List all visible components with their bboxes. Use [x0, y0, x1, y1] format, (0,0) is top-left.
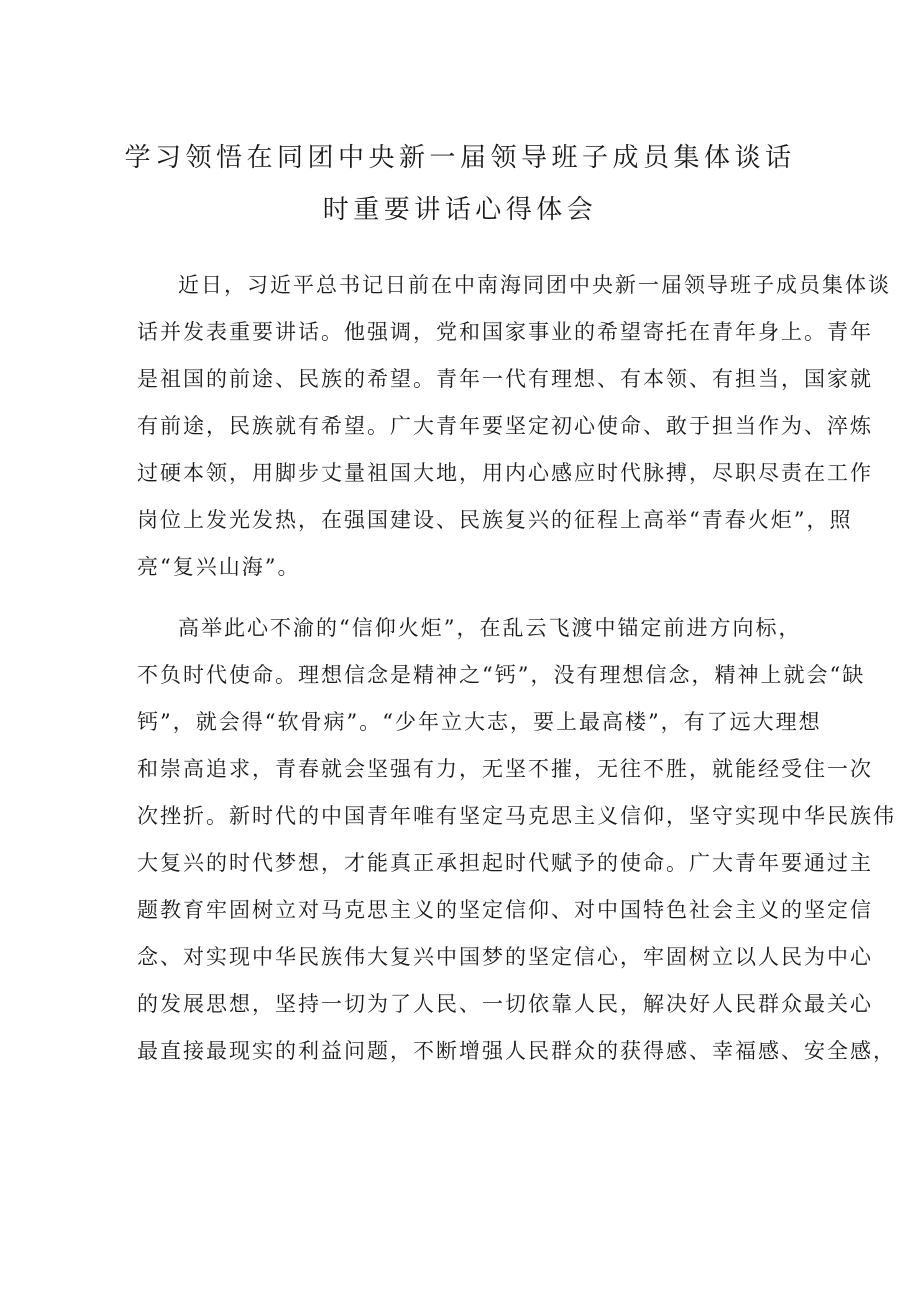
paragraph-line: 最直接最现实的利益问题，不断增强人民群众的获得感、幸福感、安全感， [137, 1039, 896, 1063]
paragraph-line: 和崇高追求，青春就会坚强有力，无坚不摧，无往不胜，就能经受住一次 [137, 757, 873, 781]
paragraph-line: 过硬本领，用脚步丈量祖国大地，用内心感应时代脉搏，尽职尽责在工作 [137, 461, 873, 485]
paragraph-line: 话并发表重要讲话。他强调，党和国家事业的希望寄托在青年身上。青年 [137, 320, 873, 344]
document-title-line-1: 学习领悟在同团中央新一届领导班子成员集体谈话 [124, 143, 796, 173]
paragraph-line: 题教育牢固树立对马克思主义的坚定信仰、对中国特色社会主义的坚定信 [137, 898, 873, 922]
paragraph-line: 不负时代使命。理想信念是精神之“钙”，没有理想信念，精神上就会“缺 [137, 663, 866, 687]
paragraph-line: 有前途，民族就有希望。广大青年要坚定初心使命、敢于担当作为、淬炼 [137, 414, 873, 438]
paragraph-line: 的发展思想，坚持一切为了人民、一切依靠人民，解决好人民群众最关心 [137, 992, 873, 1016]
paragraph-line: 岗位上发光发热，在强国建设、民族复兴的征程上高举“青春火炬”，照 [137, 508, 853, 532]
paragraph-line: 是祖国的前途、民族的希望。青年一代有理想、有本领、有担当，国家就 [137, 367, 873, 391]
paragraph-line: 亮“复兴山海”。 [137, 555, 301, 579]
paragraph-line: 念、对实现中华民族伟大复兴中国梦的坚定信心，牢固树立以人民为中心 [137, 945, 873, 969]
paragraph-line: 次挫折。新时代的中国青年唯有坚定马克思主义信仰，坚守实现中华民族伟 [137, 804, 896, 828]
paragraph-line: 钙”，就会得“软骨病”。“少年立大志，要上最高楼”，有了远大理想 [137, 710, 822, 734]
paragraph-line: 近日，习近平总书记日前在中南海同团中央新一届领导班子成员集体谈 [178, 273, 891, 297]
paragraph-line: 大复兴的时代梦想，才能真正承担起时代赋予的使命。广大青年要通过主 [137, 851, 873, 875]
document-title-line-2: 时重要讲话心得体会 [322, 195, 598, 225]
paragraph-line: 高举此心不渝的“信仰火炬”，在乱云飞渡中锚定前进方向标， [178, 616, 802, 640]
